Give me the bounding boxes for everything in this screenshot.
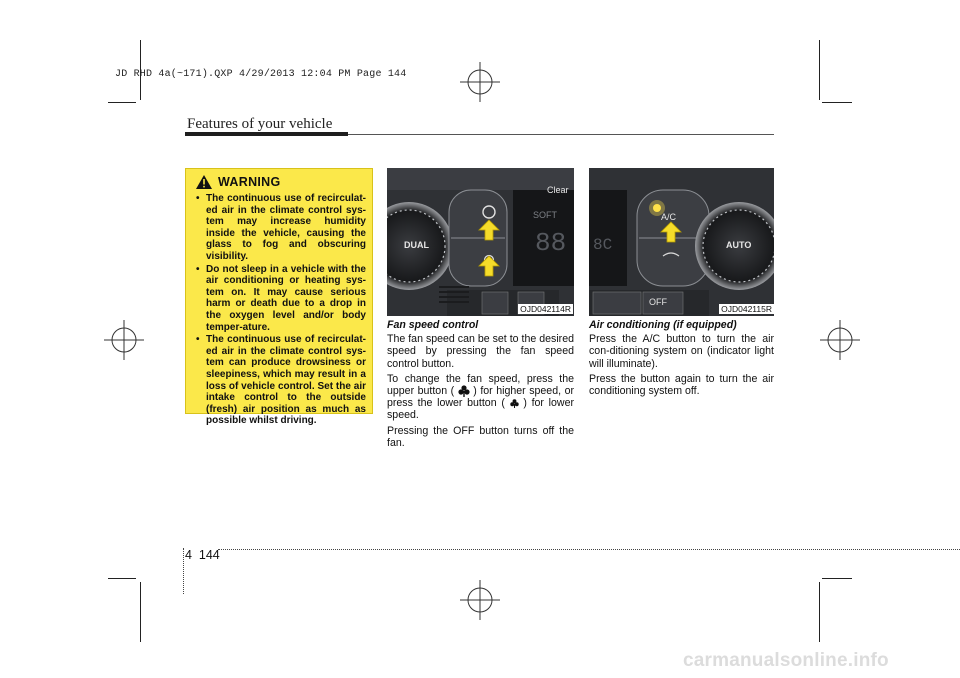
header-rule (348, 134, 774, 135)
registration-mark-top (460, 62, 500, 102)
page-number (185, 548, 220, 562)
figure-caption: OJD042115R (721, 304, 772, 314)
display-digits: 88 (535, 228, 567, 258)
registration-mark-bottom (460, 580, 500, 620)
page-header-title: Features of your vehicle (187, 116, 333, 132)
fan-speed-paragraph: Pressing the OFF button turns off the fan. (387, 424, 574, 449)
off-button-label: OFF (649, 297, 667, 307)
page-dotted-rule (218, 549, 960, 550)
warning-triangle-icon (196, 175, 212, 189)
registration-mark-left (104, 320, 144, 360)
warning-list (194, 193, 366, 428)
fan-speed-section (387, 319, 574, 452)
clear-label: Clear (547, 185, 569, 195)
air-conditioning-paragraph: Press the A/C button to turn the air con-ditioning system on (indicator light will illuminate). (589, 333, 774, 370)
fan-speed-text: ) for lower speed. (387, 397, 574, 422)
print-slug-line: JD RHD 4a(~171).QXP 4/29/2013 12:04 PM Page 144 (115, 69, 407, 80)
display-digits: 8C (593, 236, 613, 254)
figure-ac-control-panel (589, 168, 774, 316)
footer-watermark: carmanualsonline.info (683, 650, 889, 671)
header-bar (185, 132, 348, 136)
dual-label: DUAL (404, 240, 429, 250)
air-conditioning-section (589, 319, 774, 400)
fan-speed-paragraph (387, 373, 574, 422)
warning-header (196, 175, 281, 189)
air-conditioning-heading: Air conditioning (if equipped) (589, 319, 737, 331)
warning-item: • The continuous use of recirculat-ed air in the climate control sys-tem can produce drowsiness or sleepiness, which may result in a loss of vehicle control. Set the air intake control to the outside (fresh) air position as much as possible whilst driving. (194, 334, 366, 427)
fan-speed-paragraph: The fan speed can be set to the desired speed by pressing the fan speed control button. (387, 333, 574, 370)
chapter-number: 4 (185, 548, 192, 562)
ac-button-label: A/C (661, 212, 677, 222)
figure-fan-control-panel (387, 168, 574, 316)
fan-speed-heading: Fan speed control (387, 319, 479, 331)
warning-item: • The continuous use of recirculat-ed air in the climate control sys-tem may increase humidity inside the vehicle, causing the glass to fog and obscuring visibility. (194, 193, 366, 263)
page-vertical-rule (183, 548, 184, 594)
fan-low-icon (510, 399, 519, 408)
air-conditioning-paragraph: Press the button again to turn the air conditioning system off. (589, 372, 774, 398)
fan-speed-text: ) for higher speed, or press the lower button ( (387, 385, 574, 410)
figure-caption: OJD042114R (520, 304, 571, 314)
registration-mark-right (820, 320, 860, 360)
fan-high-icon (458, 385, 470, 397)
warning-title: WARNING (218, 175, 281, 189)
warning-box (185, 168, 373, 427)
auto-label: AUTO (726, 240, 752, 250)
page-number-value: 144 (198, 548, 220, 562)
fan-speed-text: To change the fan speed, press the upper button ( (387, 372, 574, 398)
soft-label: SOFT (533, 210, 557, 220)
warning-item: • Do not sleep in a vehicle with the air conditioning or heating sys-tem on. It may cause serious harm or death due to a drop in the oxygen level and/or body temper-ature. (194, 264, 366, 334)
